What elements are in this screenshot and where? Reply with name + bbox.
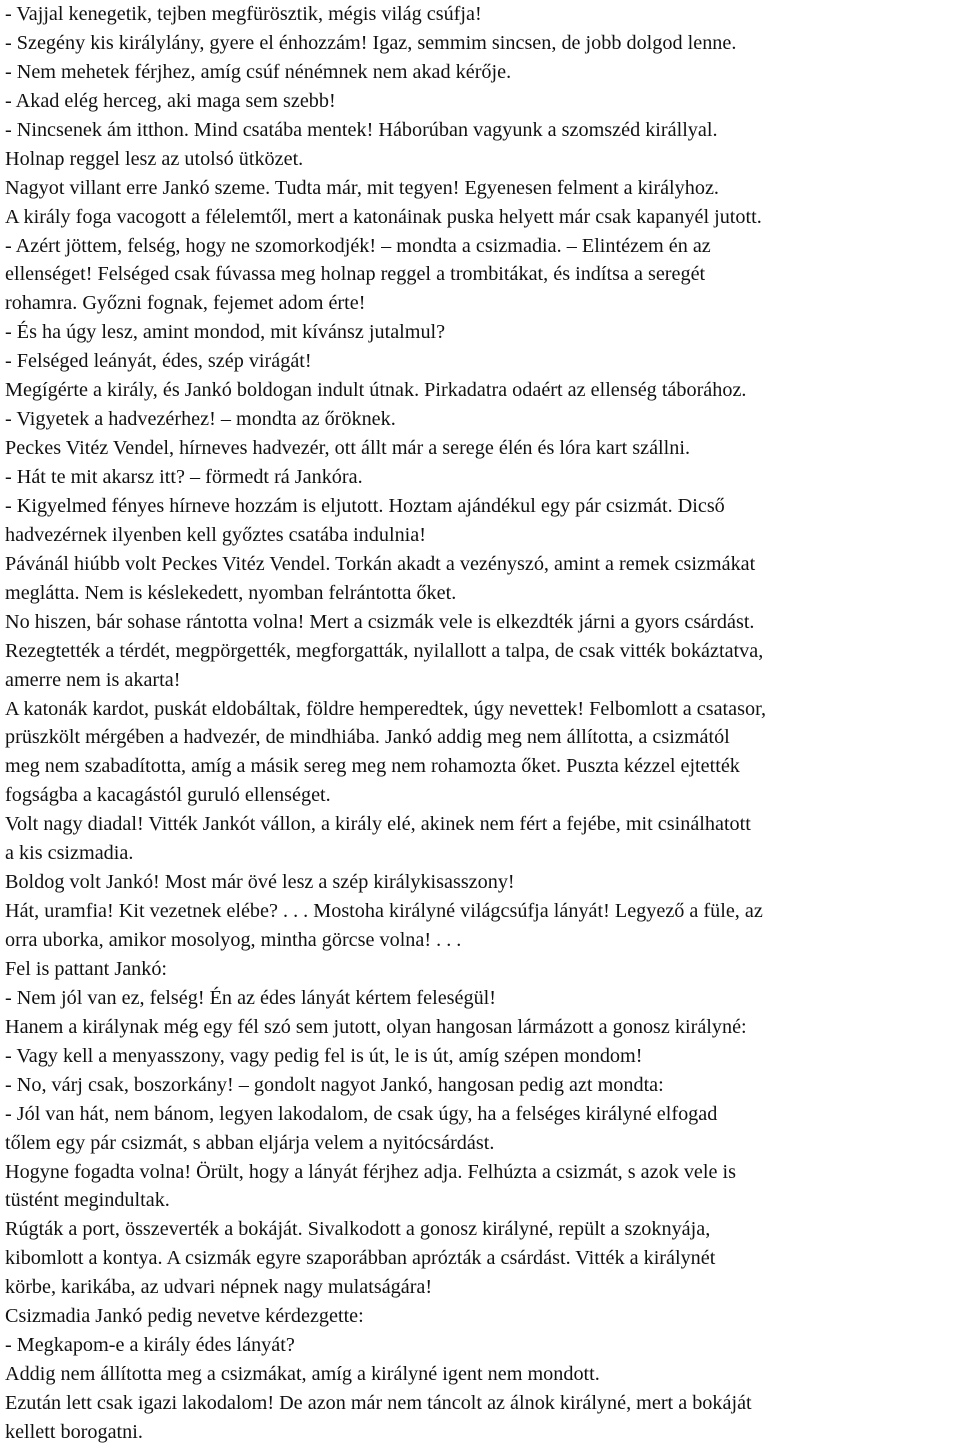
- text-line: fogságba a kacagástól guruló ellenséget.: [5, 784, 331, 807]
- text-line: prüszkölt mérgében a hadvezér, de mindhiába. Jankó addig meg nem állította, a csizmától: [5, 726, 730, 749]
- text-line: meglátta. Nem is késlekedett, nyomban felrántotta őket.: [5, 581, 457, 604]
- text-line: Rezegtették a térdét, megpörgették, megforgatták, nyilallott a talpa, de csak vitték bokáztatva,: [5, 639, 764, 662]
- text-line: Ezután lett csak igazi lakodalom! De azon már nem táncolt az álnok királyné, mert a bokáját: [5, 1392, 752, 1414]
- text-line: körbe, karikába, az udvari népnek nagy mulatságára!: [5, 1276, 433, 1299]
- text-line: - Hát te mit akarsz itt? – förmedt rá Jankóra.: [5, 466, 363, 488]
- text-line: - Nincsenek ám itthon. Mind csatába mentek! Háborúban vagyunk a szomszéd királlyal.: [5, 118, 718, 141]
- text-line: Csizmadia Jankó pedig nevetve kérdezgette:: [5, 1305, 364, 1328]
- text-line: Pávánál hiúbb volt Peckes Vitéz Vendel. Torkán akadt a vezényszó, amint a remek csizmákat: [5, 552, 756, 575]
- text-line: A király foga vacogott a félelemtől, mert a katonáinak puska helyett már csak kapanyél jutott.: [5, 205, 762, 228]
- document-page: [5, 0, 960, 1447]
- text-line: No hiszen, bár sohase rántotta volna! Mert a csizmák vele is elkezdték járni a gyors csárdást.: [5, 610, 755, 633]
- text-line: Volt nagy diadal! Vitték Jankót vállon, a király elé, akinek nem fért a fejébe, mit csinálhatott: [5, 813, 751, 836]
- text-line: - Azért jöttem, felség, hogy ne szomorkodjék! – mondta a csizmadia. – Elintézem én az: [5, 234, 711, 257]
- text-line: Hát, uramfia! Kit vezetnek elébe? . . . Mostoha királyné világcsúfja lányát! Legyező a füle, az: [5, 900, 763, 923]
- text-line: - Vajjal kenegetik, tejben megfürösztik, mégis világ csúfja!: [5, 3, 482, 25]
- text-line: ellenséget! Felséged csak fúvassa meg holnap reggel a trombitákat, és indítsa a seregét: [5, 263, 706, 286]
- text-line: hadvezérnek ilyenben kell győztes csatába indulnia!: [5, 523, 426, 546]
- text-line: tüstént megindultak.: [5, 1189, 170, 1212]
- text-line: - Vagy kell a menyasszony, vagy pedig fel is út, le is út, amíg szépen mondom!: [5, 1044, 643, 1067]
- text-line: - Jól van hát, nem bánom, legyen lakodalom, de csak úgy, ha a felséges királyné elfogad: [5, 1102, 718, 1125]
- text-line: orra uborka, amikor mosolyog, mintha görcse volna! . . .: [5, 929, 462, 951]
- text-line: - No, várj csak, boszorkány! – gondolt nagyot Jankó, hangosan pedig azt mondta:: [5, 1073, 664, 1096]
- text-line: a kis csizmadia.: [5, 842, 134, 865]
- text-line: - És ha úgy lesz, amint mondod, mit kívánsz jutalmul?: [5, 321, 446, 344]
- text-line: Nagyot villant erre Jankó szeme. Tudta már, mit tegyen! Egyenesen felment a királyhoz.: [5, 176, 719, 199]
- text-line: Megígérte a király, és Jankó boldogan indult útnak. Pirkadatra odaért az ellenség táborához.: [5, 379, 747, 402]
- text-line: - Vigyetek a hadvezérhez! – mondta az őröknek.: [5, 408, 396, 431]
- text-line: - Felséged leányát, édes, szép virágát!: [5, 350, 312, 373]
- text-line: rohamra. Győzni fognak, fejemet adom érte!: [5, 292, 366, 315]
- text-line: Hogyne fogadta volna! Örült, hogy a lányát férjhez adja. Felhúzta a csizmát, s azok vele is: [5, 1160, 736, 1183]
- text-line: kibomlott a kontya. A csizmák egyre szaporábban aprózták a csárdást. Vitték a királynét: [5, 1247, 716, 1270]
- text-line: Holnap reggel lesz az utolsó ütközet.: [5, 147, 304, 170]
- text-line: amerre nem is akarta!: [5, 668, 181, 691]
- text-line: Fel is pattant Jankó:: [5, 957, 168, 980]
- text-line: Boldog volt Jankó! Most már övé lesz a szép királykisasszony!: [5, 871, 515, 894]
- text-line: Peckes Vitéz Vendel, hírneves hadvezér, ott állt már a serege élén és lóra kart szállni.: [5, 437, 691, 460]
- text-line: - Kigyelmed fényes hírneve hozzám is eljutott. Hoztam ajándékul egy pár csizmát. Dicső: [5, 494, 725, 517]
- text-line: meg nem szabadította, amíg a másik sereg meg nem rohamozta őket. Puszta kézzel ejtették: [5, 755, 740, 778]
- text-line: Hanem a királynak még egy fél szó sem jutott, olyan hangosan lármázott a gonosz királyné:: [5, 1015, 747, 1038]
- text-line: - Nem mehetek férjhez, amíg csúf nénémnek nem akad kérője.: [5, 60, 512, 83]
- text-line: kellett borogatni.: [5, 1420, 143, 1443]
- text-line: tőlem egy pár csizmát, s abban eljárja velem a nyitócsárdást.: [5, 1131, 495, 1154]
- text-line: Addig nem állította meg a csizmákat, amíg a királyné igent nem mondott.: [5, 1363, 600, 1386]
- text-line: - Nem jól van ez, felség! Én az édes lányát kértem feleségül!: [5, 986, 497, 1009]
- text-line: - Megkapom-e a király édes lányát?: [5, 1334, 295, 1357]
- text-line: Rúgták a port, összeverték a bokáját. Sivalkodott a gonosz királyné, repült a szoknyája,: [5, 1218, 711, 1241]
- text-line: A katonák kardot, puskát eldobáltak, földre hemperedtek, úgy nevettek! Felbomlott a csatasor,: [5, 697, 767, 720]
- text-line: - Szegény kis királylány, gyere el énhozzám! Igaz, semmim sincsen, de jobb dolgod lenne.: [5, 31, 737, 54]
- text-line: - Akad elég herceg, aki maga sem szebb!: [5, 89, 336, 112]
